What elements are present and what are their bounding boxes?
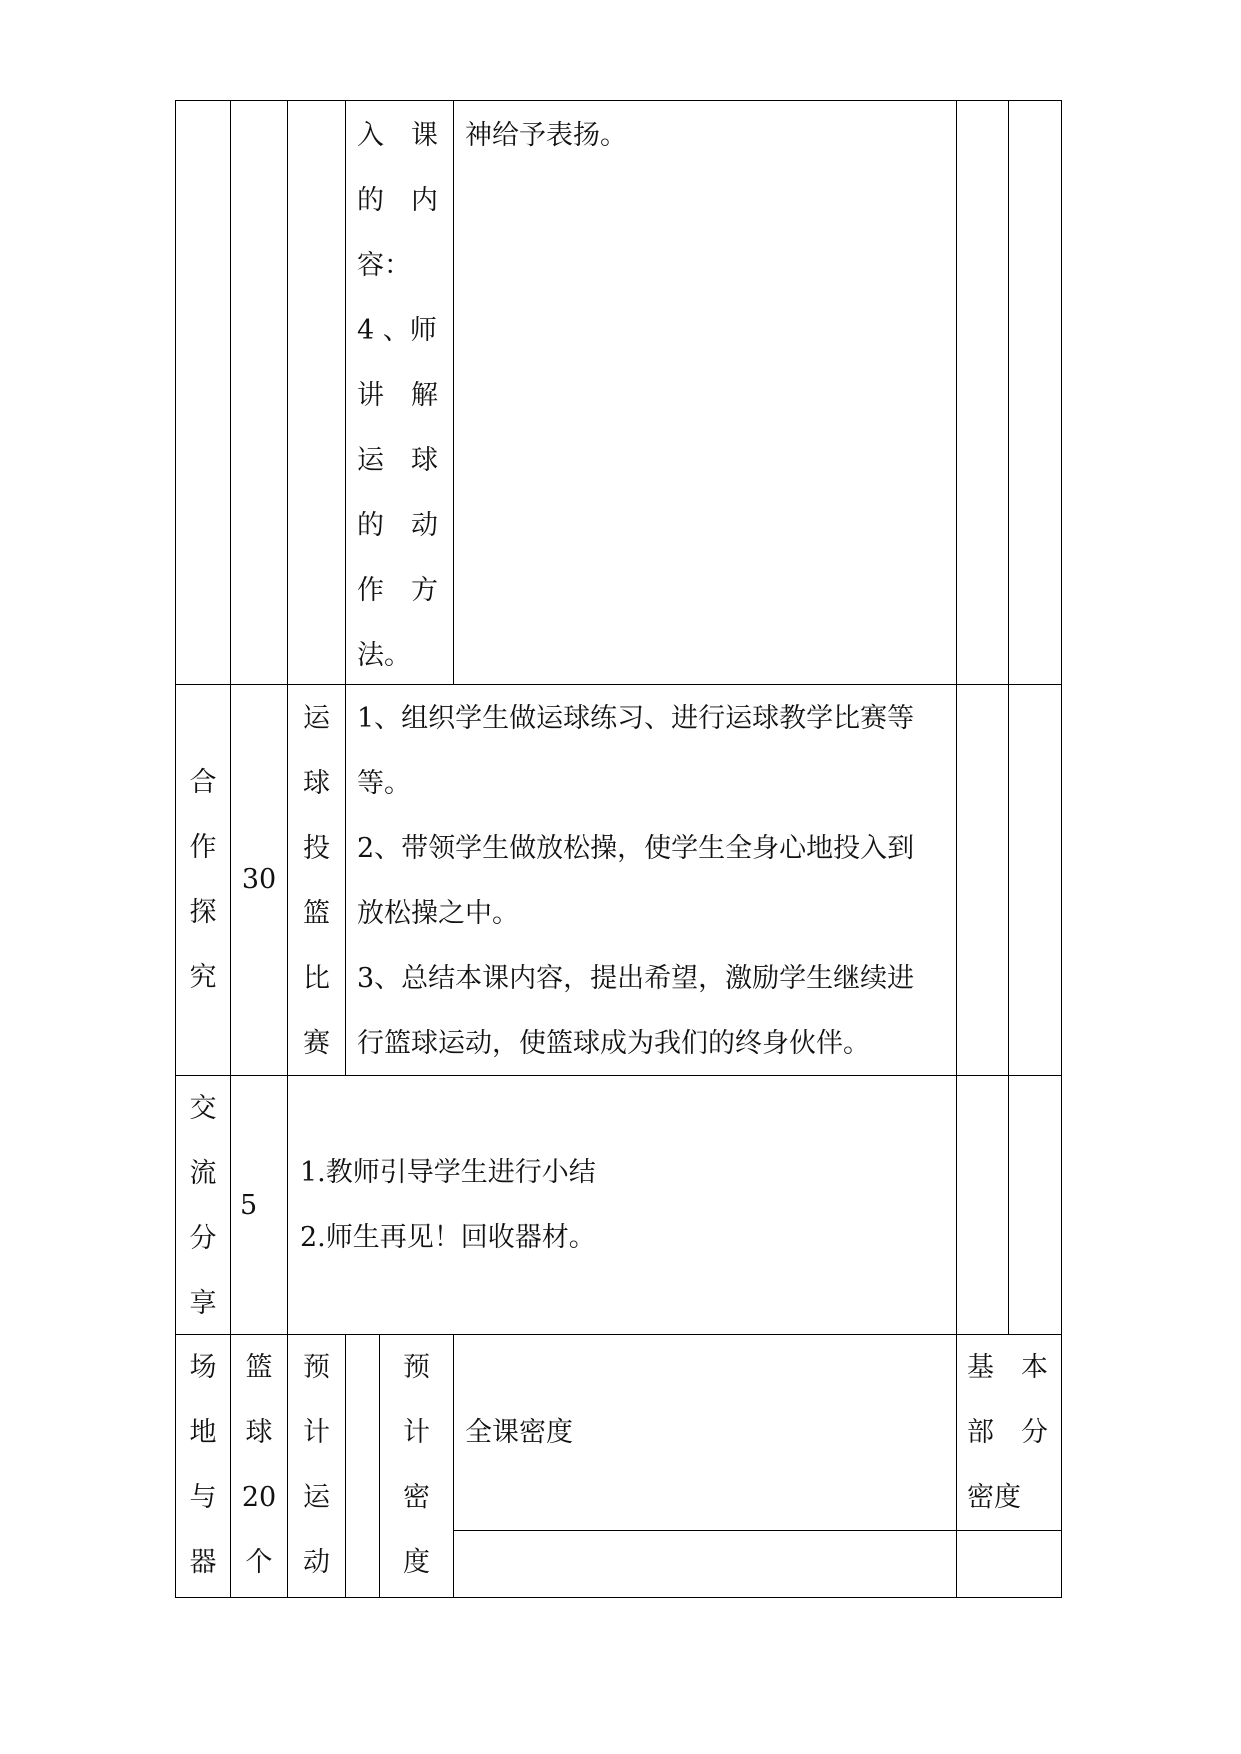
text: 容： — [357, 250, 411, 281]
char: 球 — [245, 1417, 273, 1448]
row-divider-1 — [175, 684, 1062, 685]
char: 个 — [245, 1547, 273, 1578]
text-line: 1、组织学生做运球练习、进行运球教学比赛等 — [357, 703, 915, 734]
col-divider-e-top — [453, 100, 454, 684]
char: 场 — [189, 1352, 217, 1383]
col-divider-c-top — [345, 100, 346, 1075]
time-share — [240, 1173, 280, 1238]
table-border-right — [1061, 100, 1062, 1597]
char: 预 — [403, 1352, 430, 1383]
text: 的 内 — [357, 185, 438, 216]
activities-share — [300, 1140, 940, 1270]
col-divider-e-bottom — [453, 1334, 454, 1597]
text-line — [357, 428, 441, 493]
char: 器 — [189, 1547, 217, 1578]
char: 运 — [303, 1482, 330, 1513]
text: 作 方 — [357, 575, 438, 606]
text-line: 放松操之中。 — [357, 898, 519, 929]
char: 交 — [189, 1093, 217, 1124]
char: 作 — [189, 832, 217, 863]
expected-load-label — [288, 1335, 345, 1595]
text-line: 神给予表扬。 — [465, 120, 627, 151]
text-line — [357, 493, 441, 558]
char: 球 — [303, 768, 330, 799]
text-line: 2、带领学生做放松操，使学生全身心地投入到 — [357, 833, 915, 864]
char: 计 — [303, 1417, 330, 1448]
text-line: 部 分 — [967, 1417, 1048, 1448]
char: 地 — [189, 1417, 217, 1448]
col-divider-c-bottom — [345, 1334, 346, 1597]
expected-density-label — [380, 1335, 453, 1595]
char: 赛 — [303, 1028, 330, 1059]
char: 与 — [189, 1482, 217, 1513]
text-line — [357, 168, 441, 233]
table-border-bottom — [175, 1597, 1062, 1598]
char: 度 — [403, 1547, 430, 1578]
char: 密 — [403, 1482, 430, 1513]
text-line — [357, 233, 441, 298]
text-line — [357, 363, 441, 428]
text-line: 行篮球运动，使篮球成为我们的终身伙伴。 — [357, 1028, 870, 1059]
minutes: 30 — [241, 864, 277, 895]
text: 法。 — [357, 640, 411, 671]
text: 全课密度 — [465, 1417, 573, 1448]
text-line: 3、总结本课内容，提出希望，激励学生继续进 — [357, 963, 915, 994]
char: 投 — [303, 833, 330, 864]
text: 讲 解 — [357, 380, 438, 411]
minutes: 5 — [240, 1190, 258, 1221]
text-line: 基 本 — [967, 1352, 1048, 1383]
activities-collab — [357, 686, 953, 1076]
content-collab — [288, 686, 345, 1076]
student-activity-continued — [465, 103, 945, 168]
text: 的 动 — [357, 510, 438, 541]
full-density-label — [465, 1400, 945, 1465]
venue-equipment-label — [176, 1335, 230, 1595]
char: 究 — [189, 962, 217, 993]
stage-label-share — [176, 1076, 230, 1336]
char: 运 — [303, 703, 330, 734]
text: 入 课 — [357, 120, 438, 151]
text-line — [357, 558, 441, 623]
text: 运 球 — [357, 445, 438, 476]
time-collab — [231, 847, 287, 912]
char: 探 — [189, 897, 217, 928]
text-line: 1.教师引导学生进行小结 — [300, 1157, 596, 1188]
char: 流 — [189, 1158, 217, 1189]
text-line — [357, 623, 441, 688]
text-line — [357, 298, 441, 363]
text-line: 密度 — [967, 1482, 1021, 1513]
basic-density-label — [967, 1335, 1051, 1530]
table-border-top — [175, 100, 1062, 101]
col-divider-f — [956, 100, 957, 1597]
text: 4 、师 — [357, 315, 437, 346]
char: 合 — [189, 767, 217, 798]
col-divider-g — [1008, 100, 1009, 1334]
char: 预 — [303, 1352, 330, 1383]
char: 享 — [189, 1288, 217, 1319]
text-line — [357, 103, 441, 168]
char: 篮 — [303, 898, 330, 929]
equipment-value — [231, 1335, 287, 1595]
text-line: 2.师生再见！回收器材。 — [300, 1222, 596, 1253]
char: 计 — [403, 1417, 430, 1448]
char: 20 — [241, 1482, 277, 1513]
text-line: 等。 — [357, 768, 411, 799]
char: 动 — [303, 1547, 330, 1578]
char: 分 — [189, 1223, 217, 1254]
teaching-steps-continued — [357, 103, 441, 688]
char: 篮 — [245, 1352, 273, 1383]
row-divider-4 — [453, 1530, 1062, 1531]
char: 比 — [303, 963, 330, 994]
stage-label-collab — [176, 750, 230, 1010]
